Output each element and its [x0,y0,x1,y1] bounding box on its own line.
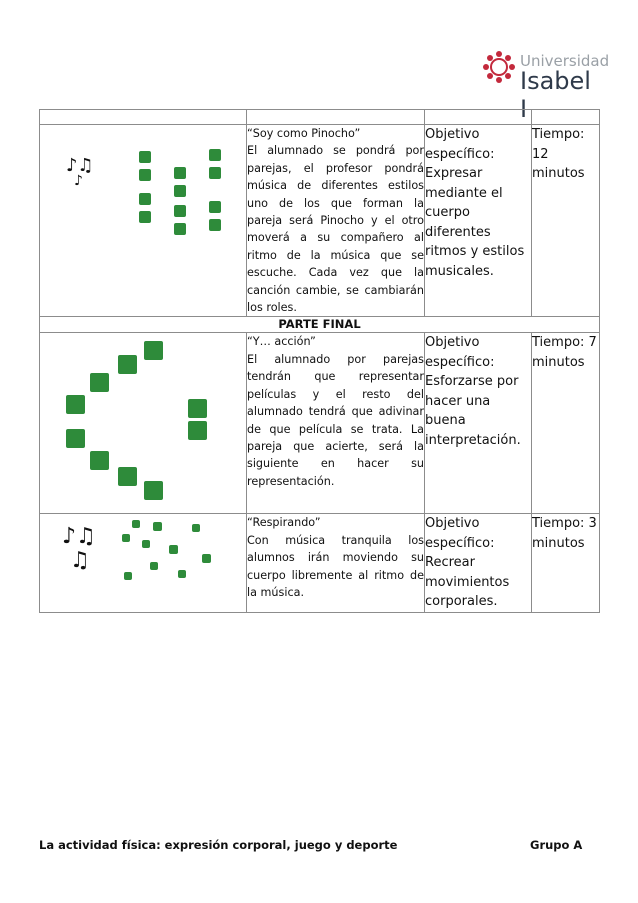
table-row [40,125,600,317]
activity-text: El alumnado se pondrá por parejas, el profesor pondrá música de diferentes estilos uno de los que forman la pareja será Pinocho y el otro moverá a su compañero al ritmo de la música que se escuche. Cada vez que la canción cambie, se cambiarán los roles. [247,144,424,315]
footer-course-title: La actividad física: expresión corporal, juego y deporte [39,838,398,852]
footer-group: Grupo A [530,838,583,852]
table-header-row [40,110,600,125]
empty-cell [425,110,532,125]
table-row [40,333,600,514]
activity-objective: Objetivo específico: Recrear movimientos corporales. [425,514,532,613]
logo-line-2: Isabel I [520,67,591,123]
logo-line-1: Universidad [520,52,610,70]
activity-title: “Y… acción” [247,335,316,349]
section-title: PARTE FINAL [40,317,600,333]
activity-objective: Objetivo específico: Expresar mediante el cuerpo diferentes ritmos y estilos musicales. [425,125,532,317]
activity-title: “Soy como Pinocho” [247,127,361,140]
activity-drawing-respirando [40,514,247,613]
music-note-icon: ♪ [74,173,83,189]
activity-text: El alumnado por parejas tendrán que representar películas y el resto del alumnado tendrá que adivinar de que película se trata. La pareja que acierte, será la siguiente en hacer su representación. [247,352,424,488]
activity-title: “Respirando” [247,516,321,530]
section-row [40,317,600,333]
activity-description [247,514,425,613]
empty-cell [40,110,247,125]
sessions-table [39,109,600,613]
table-row [40,514,600,613]
activity-time: Tiempo: 12 minutos [532,125,600,317]
activity-drawing-pinocho [40,125,247,317]
music-notes-icon: ♪♫ [62,524,96,550]
activity-text: Con música tranquila los alumnos irán moviendo su cuerpo libremente al ritmo de la música. [247,533,424,600]
activity-objective: Objetivo específico: Esforzarse por hacer una buena interpretación. [425,333,532,514]
university-logo [482,50,610,123]
activity-time: Tiempo: 7 minutos [532,333,600,514]
activity-time: Tiempo: 3 minutos [532,514,600,613]
activity-description [247,333,425,514]
empty-cell [532,110,600,125]
activity-drawing-accion [40,333,247,514]
empty-cell [247,110,425,125]
music-notes-icon: ♫ [70,548,90,574]
logo-mark-icon [482,50,516,84]
music-notes-icon: ♪♫ [66,155,94,176]
activity-description [247,125,425,317]
